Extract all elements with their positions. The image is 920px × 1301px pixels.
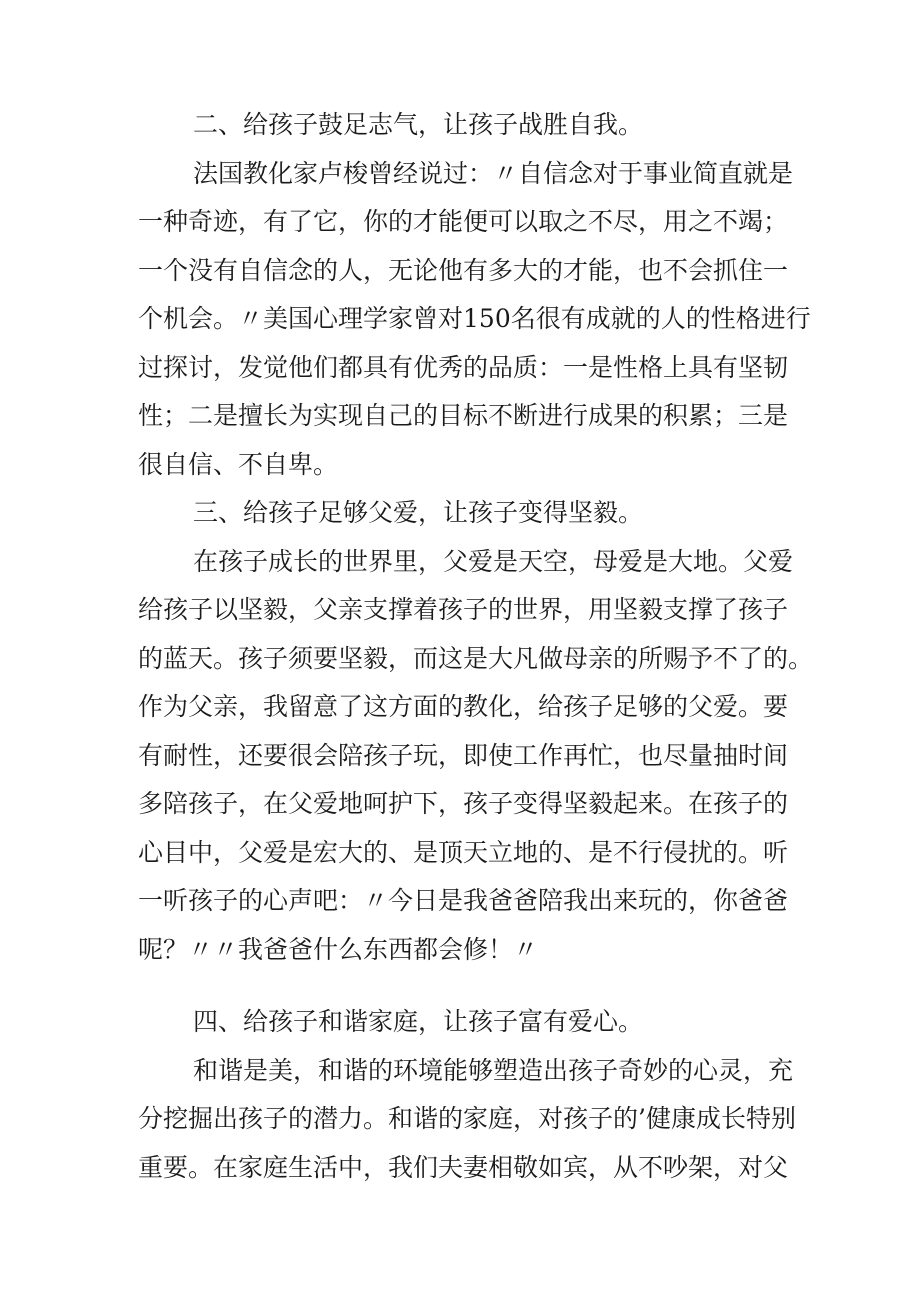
paragraph-line: 重要。在家庭生活中，我们夫妻相敬如宾，从不吵架，对父 xyxy=(138,1152,789,1182)
document-body xyxy=(138,101,814,1192)
paragraph-line: 过探讨，发觉他们都具有优秀的品质：一是性格上具有坚韧 xyxy=(138,352,789,382)
paragraph-line: 给孩子以坚毅，父亲支撑着孩子的世界，用坚毅支撑了孩子 xyxy=(138,595,789,624)
paragraph-line: 作为父亲，我留意了这方面的教化，给孩子足够的父爱。要 xyxy=(138,692,789,721)
paragraph-line: 性；二是擅长为实现自己的目标不断进行成果的积累；三是 xyxy=(138,401,789,430)
paragraph-line: 有耐性，还要很会陪孩子玩，即使工作再忙，也尽量抽时间 xyxy=(138,740,789,770)
paragraph-line: 个机会。〃美国心理学家曾对150名很有成就的人的性格进行 xyxy=(138,304,811,333)
paragraph-line: 和谐是美，和谐的环境能够塑造出孩子奇妙的心灵，充 xyxy=(193,1055,794,1085)
paragraph-line: 呢？〃〃我爸爸什么东西都会修！〃 xyxy=(138,934,539,964)
paragraph-line: 法国教化家卢梭曾经说过：〃自信念对于事业简直就是 xyxy=(193,158,794,188)
section-heading-4: 四、给孩子和谐家庭，让孩子富有爱心。 xyxy=(193,1007,644,1036)
paragraph-line: 心目中，父爱是宏大的、是顶天立地的、是不行侵扰的。听 xyxy=(138,837,789,867)
paragraph-line: 一个没有自信念的人，无论他有多大的才能，也不会抓住一 xyxy=(138,255,789,285)
paragraph-line: 很自信、不自卑。 xyxy=(138,449,339,479)
paragraph-line: 多陪孩子，在父爱地呵护下，孩子变得坚毅起来。在孩子的 xyxy=(138,789,789,818)
paragraph-line: 的蓝天。孩子须要坚毅，而这是大凡做母亲的所赐予不了的。 xyxy=(138,643,814,673)
section-heading-3: 三、给孩子足够父爱，让孩子变得坚毅。 xyxy=(193,498,644,527)
paragraph-line: 一听孩子的心声吧：〃今日是我爸爸陪我出来玩的，你爸爸 xyxy=(138,886,789,915)
paragraph-line: 一种奇迹，有了它，你的才能便可以取之不尽，用之不竭； xyxy=(138,207,789,236)
paragraph-line: 在孩子成长的世界里，父爱是天空，母爱是大地。父爱 xyxy=(193,546,794,576)
section-heading-2: 二、给孩子鼓足志气，让孩子战胜自我。 xyxy=(193,110,644,139)
paragraph-line: 分挖掘出孩子的潜力。和谐的家庭，对孩子的’健康成长特别 xyxy=(138,1104,796,1133)
